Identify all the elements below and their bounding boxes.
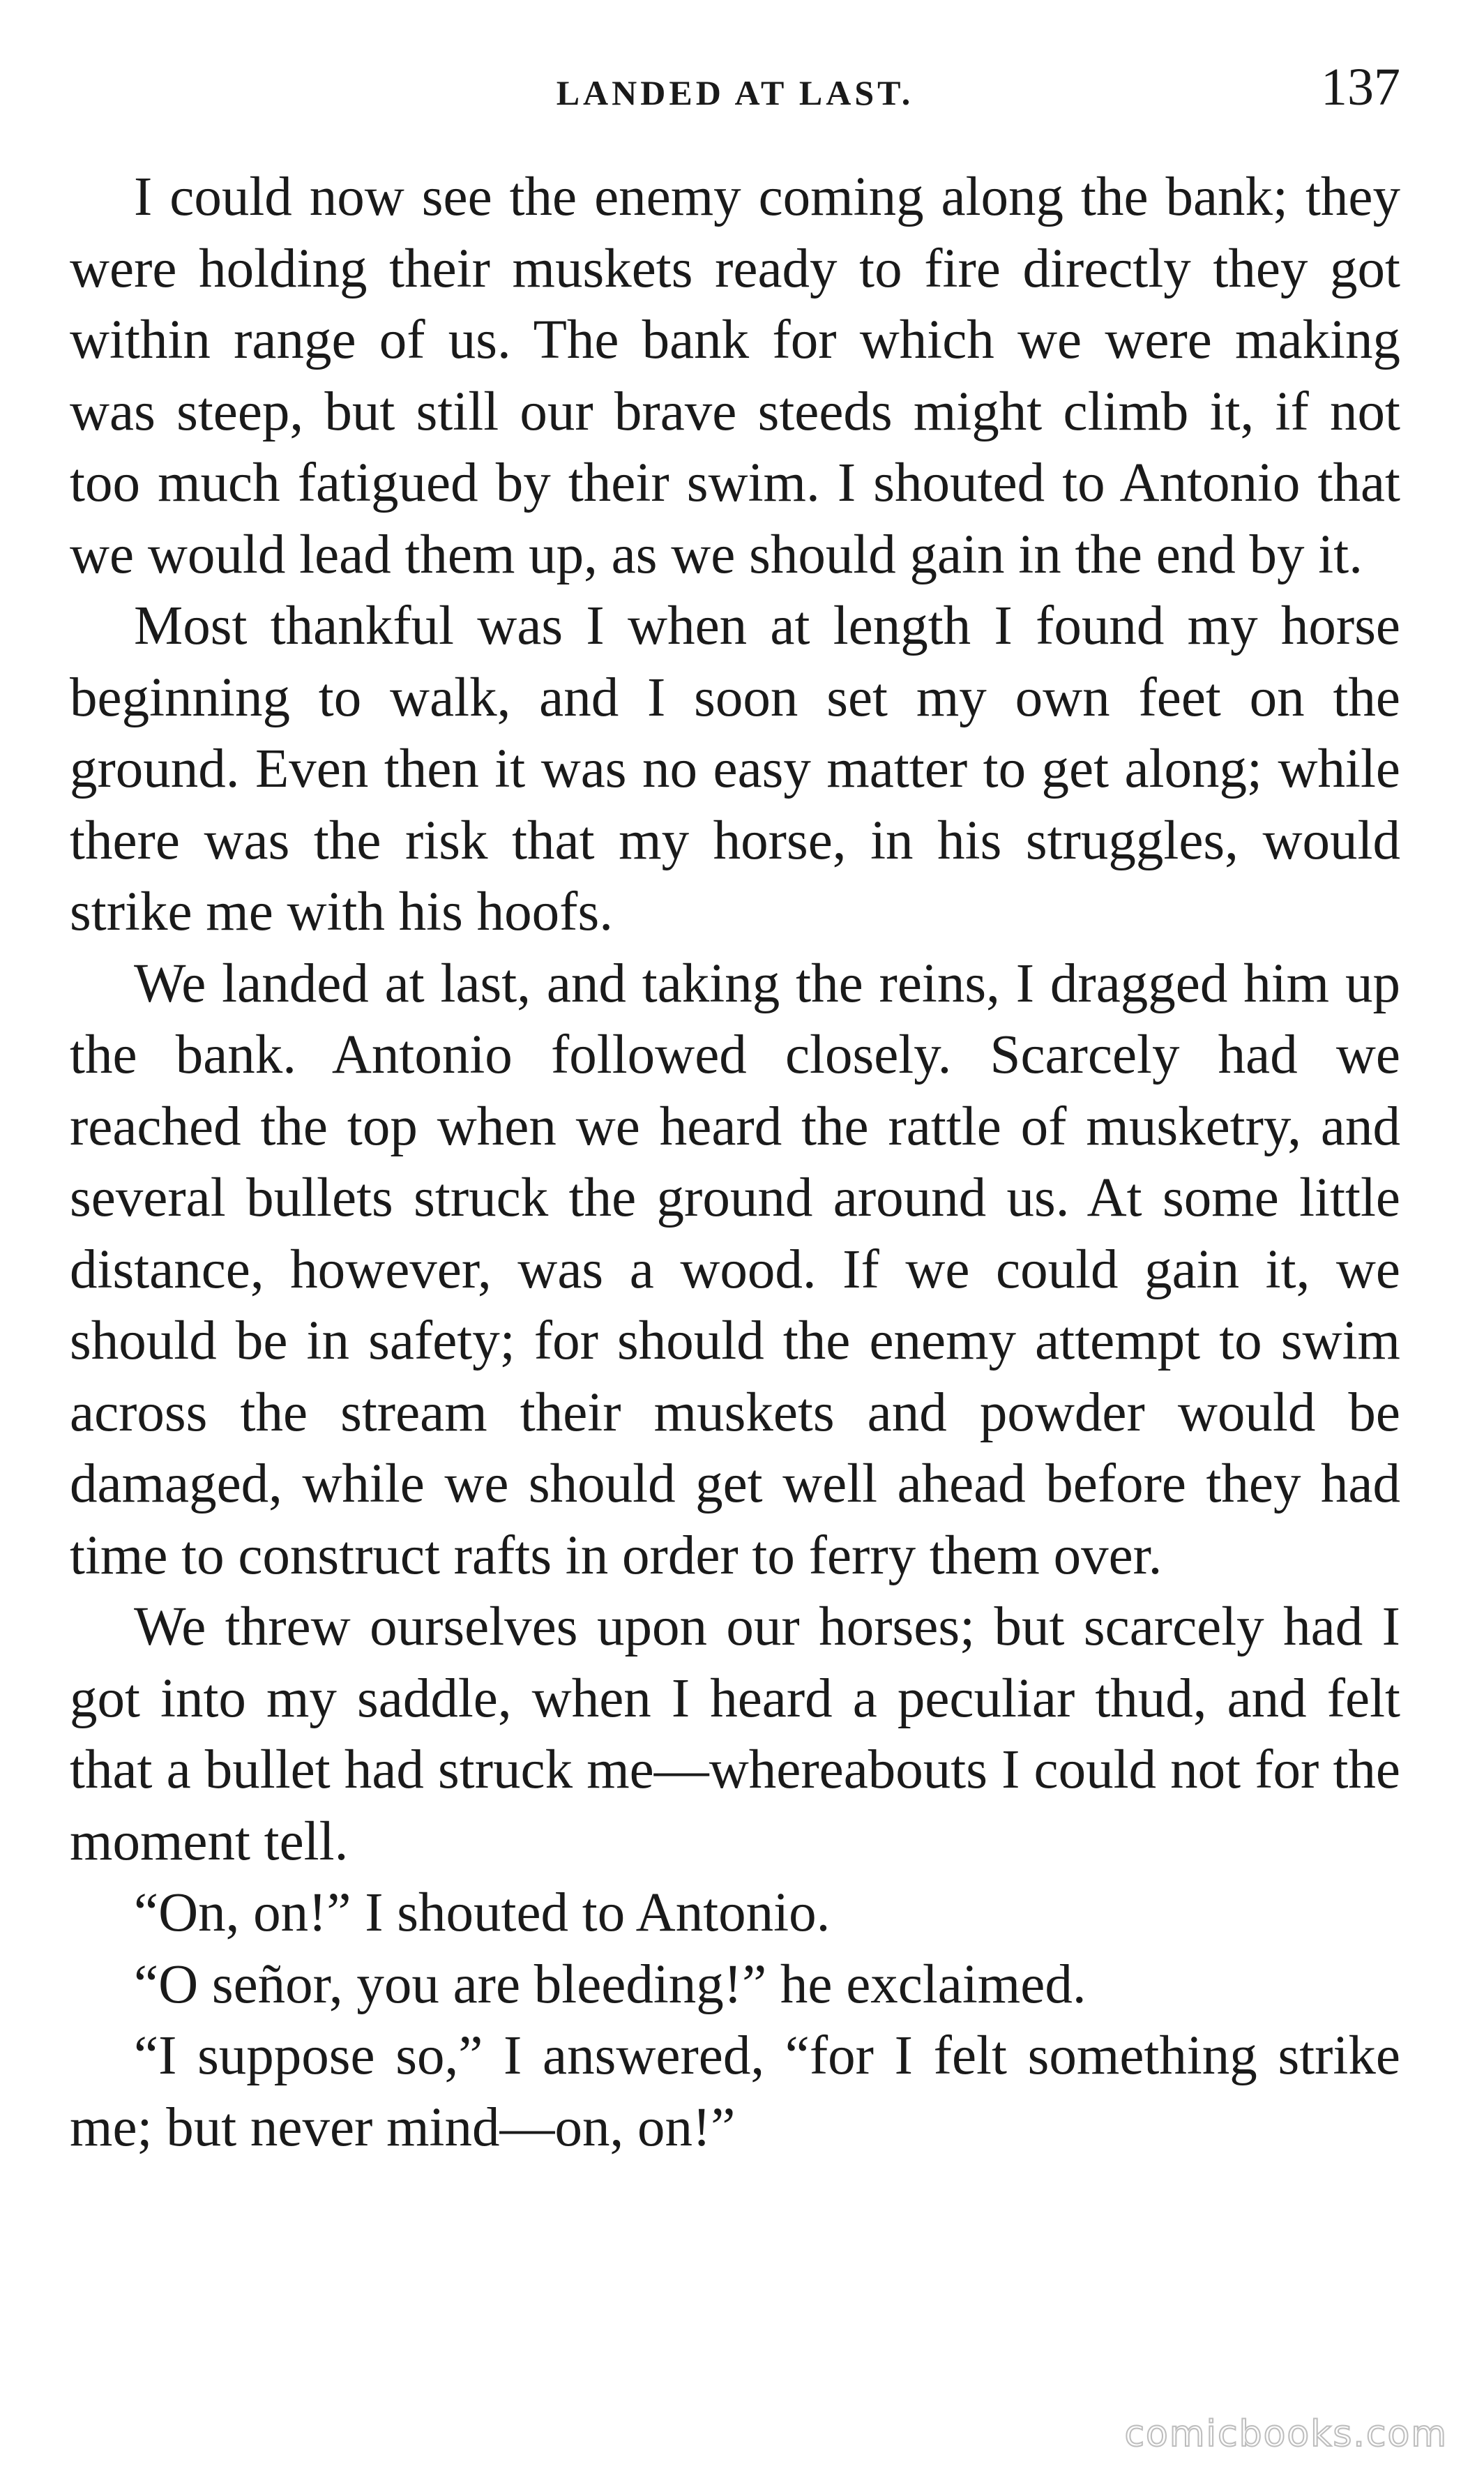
dialogue-line: “I suppose so,” I answered, “for I felt something strike me; but never mind—on, on!”	[70, 2025, 1400, 2158]
running-title: LANDED AT LAST.	[556, 73, 914, 112]
paragraph: We threw ourselves upon our horses; but scarcely had I got into my saddle, when I heard a peculiar thud, and felt that a bullet had struck me—whereabouts I could not for the moment tell.	[70, 1597, 1400, 1872]
paragraph: Most thankful was I when at length I found my horse beginning to walk, and I soon set my own feet on the ground. Even then it was no easy matter to get along; while there was the risk that my horse, in his struggles, would strike me with his hoofs.	[70, 596, 1400, 942]
dialogue-line: “On, on!” I shouted to Antonio.	[134, 1882, 831, 1943]
dialogue-line: “O señor, you are bleeding!” he exclaimed.	[134, 1954, 1086, 2015]
paragraph: I could now see the enemy coming along the bank; they were holding their muskets ready to fire directly they got within range of us. The bank for which we were making was steep, but still our brave steeds might climb it, if not too much fatigued by their swim. I shouted to Antonio that we would lead them up, as we should gain in the end by it.	[70, 167, 1400, 585]
watermark: comicbooks.com	[1124, 2413, 1448, 2455]
page-number: 137	[1321, 58, 1400, 116]
paragraph: We landed at last, and taking the reins, I dragged him up the bank. Antonio followed closely. Scarcely had we reached the top when we heard the rattle of musketry, and several bullets struck the ground around us. At some little distance, however, was a wood. If we could gain it, we should be in safety; for should the enemy attempt to swim across the stream their muskets and powder would be damaged, while we should get well ahead before they had time to construct rafts in order to ferry them over.	[70, 953, 1400, 1586]
running-head	[70, 57, 1400, 141]
body-text	[70, 162, 1400, 2164]
